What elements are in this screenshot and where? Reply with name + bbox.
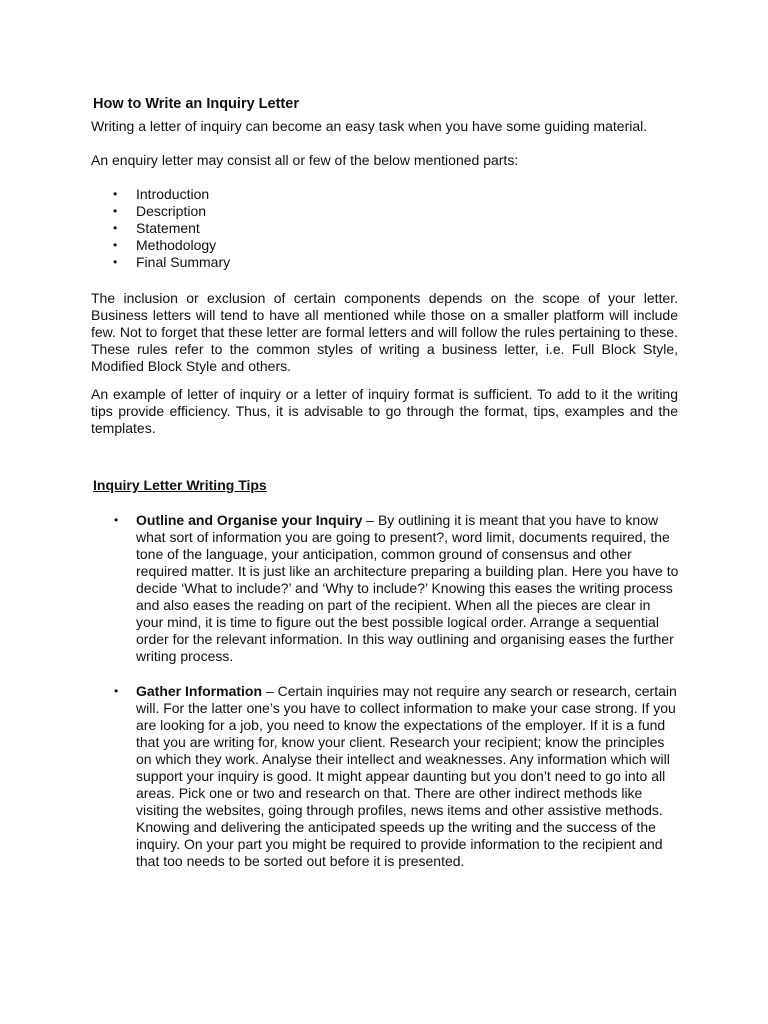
parts-lead-paragraph: An enquiry letter may consist all or few of the below mentioned parts:: [91, 152, 519, 168]
list-item-label: Methodology: [136, 237, 217, 253]
list-item-label: Statement: [136, 220, 200, 236]
tip-heading: Gather Information: [136, 683, 263, 699]
list-item-label: Final Summary: [136, 254, 231, 270]
bullet-icon: •: [114, 513, 119, 527]
list-item-label: Introduction: [136, 186, 210, 202]
list-item: [91, 220, 230, 237]
parts-list: [91, 186, 230, 271]
list-item-label: Description: [136, 203, 207, 219]
list-item: [91, 254, 230, 271]
tip-heading: Outline and Organise your Inquiry: [136, 512, 363, 528]
tip-outline: [114, 512, 679, 665]
bullet-icon: •: [114, 684, 119, 698]
page-title: How to Write an Inquiry Letter: [93, 96, 299, 112]
list-item: [91, 237, 230, 254]
components-paragraph: The inclusion or exclusion of certain components depends on the scope of your letter. Business letters will tend to have all mentioned while those on a smaller platform will include few. Not to forget that these letter are formal letters and will follow the rules pertaining to these. These rules refer to the common styles of writing a business letter, i.e. Full Block Style, Modified Block Style and others.: [91, 290, 678, 374]
bullet-icon: •: [113, 204, 118, 218]
tip-body: – Certain inquiries may not require any search or research, certain will. For the latter one’s you have to collect information to make your case strong. If you are looking for a job, you need to know the expectations of the employer. If it is a fund that you are writing for, know your client. Research your recipient; know the principles on which they work. Analyse their intellect and weaknesses. Any information which will support your inquiry is good. It might appear daunting but you don’t need to go into all areas. Pick one or two and research on that. There are other indirect methods like visiting the websites, going through profiles, news items and other assistive methods. Knowing and delivering the anticipated speeds up the writing and the success of the inquiry. On your part you might be required to provide information to the recipient and that too needs to be sorted out before it is presented.: [136, 683, 677, 869]
list-item: [91, 203, 230, 220]
tips-heading: Inquiry Letter Writing Tips: [93, 477, 267, 493]
bullet-icon: •: [113, 221, 118, 235]
tip-text: [136, 512, 681, 665]
tip-text: [136, 683, 681, 870]
list-item: [91, 186, 230, 203]
bullet-icon: •: [113, 187, 118, 201]
bullet-icon: •: [113, 255, 118, 269]
intro-paragraph: Writing a letter of inquiry can become an easy task when you have some guiding material.: [91, 118, 648, 134]
bullet-icon: •: [113, 238, 118, 252]
tip-body: – By outlining it is meant that you have to know what sort of information you are going to present?, word limit, documents required, the tone of the language, your anticipation, common ground of consensus and other required matter. It is just like an architecture preparing a building plan. Here you have to decide ‘What to include?’ and ‘Why to include?’ Knowing this eases the writing process and also eases the reading on part of the recipient. When all the pieces are clear in your mind, it is time to figure out the best possible logical order. Arrange a sequential order for the relevant information. In this way outlining and organising eases the further writing process.: [136, 512, 679, 664]
format-paragraph: An example of letter of inquiry or a letter of inquiry format is sufficient. To add to it the writing tips provide efficiency. Thus, it is advisable to go through the format, tips, examples and the templates.: [91, 386, 678, 436]
tip-gather-information: [114, 683, 679, 870]
